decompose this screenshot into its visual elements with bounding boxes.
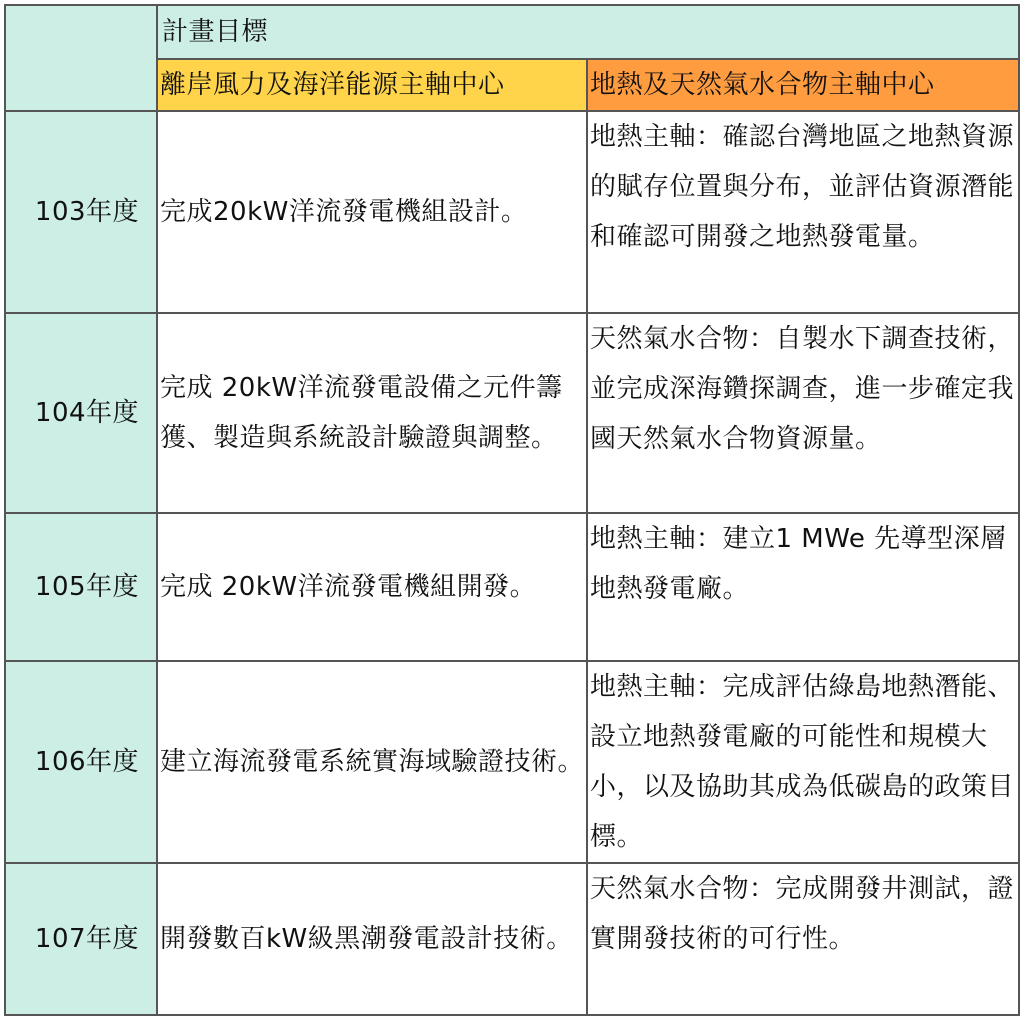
offshore-goal-cell [157,513,587,661]
geothermal-goal-text: 天然氣水合物：自製水下調查技術，並完成深海鑽探調查，進一步確定我國天然氣水合物資源量。 [590,324,1015,454]
offshore-goal-text: 完成 20kW洋流發電設備之元件籌獲、製造與系統設計驗證與調整。 [160,373,563,453]
geothermal-goal-cell [587,313,1019,513]
geothermal-goal-cell [587,863,1019,1015]
table-row [5,111,1019,313]
table-row [5,313,1019,513]
year-cell [5,313,157,513]
offshore-goal-cell [157,111,587,313]
offshore-goal-text: 開發數百kW級黑潮發電設計技術。 [160,924,573,954]
year-label: 107年度 [34,924,140,954]
year-label: 103年度 [34,197,140,227]
year-cell [5,661,157,863]
offshore-goal-text: 完成 20kW洋流發電機組開發。 [160,572,537,602]
offshore-goal-cell [157,863,587,1015]
header-corner-cell [5,5,157,111]
geothermal-goal-text: 地熱主軸：確認台灣地區之地熱資源的賦存位置與分布，並評估資源潛能和確認可開發之地熱發電量。 [590,122,1015,252]
offshore-goal-cell [157,313,587,513]
table-row [5,661,1019,863]
year-cell [5,513,157,661]
offshore-goal-cell [157,661,587,863]
header-col-geothermal-hydrate: 地熱及天然氣水合物主軸中心 [587,59,1019,111]
table-row [5,863,1019,1015]
plan-goals-document [4,4,1018,1012]
geothermal-goal-text: 天然氣水合物：完成開發井測試，證實開發技術的可行性。 [590,874,1015,954]
year-label: 106年度 [34,747,140,777]
year-label: 105年度 [34,572,140,602]
geothermal-goal-cell [587,661,1019,863]
year-cell [5,863,157,1015]
geothermal-goal-text: 地熱主軸：建立1 MWe 先導型深層地熱發電廠。 [590,524,1007,604]
year-label: 104年度 [34,398,140,428]
header-row-goal [5,5,1019,59]
year-cell [5,111,157,313]
geothermal-goal-cell [587,513,1019,661]
geothermal-goal-text: 地熱主軸：完成評估綠島地熱潛能、設立地熱發電廠的可能性和規模大小，以及協助其成為低碳島的政策目標。 [590,672,1015,852]
table-row [5,513,1019,661]
header-col-offshore-wind-ocean: 離岸風力及海洋能源主軸中心 [157,59,587,111]
offshore-goal-text: 建立海流發電系統實海域驗證技術。 [160,747,585,777]
header-row-columns [5,59,1019,111]
header-goal-label: 計畫目標 [157,5,1019,59]
plan-goals-table [4,4,1020,1016]
geothermal-goal-cell [587,111,1019,313]
offshore-goal-text: 完成20kW洋流發電機組設計。 [160,197,528,227]
